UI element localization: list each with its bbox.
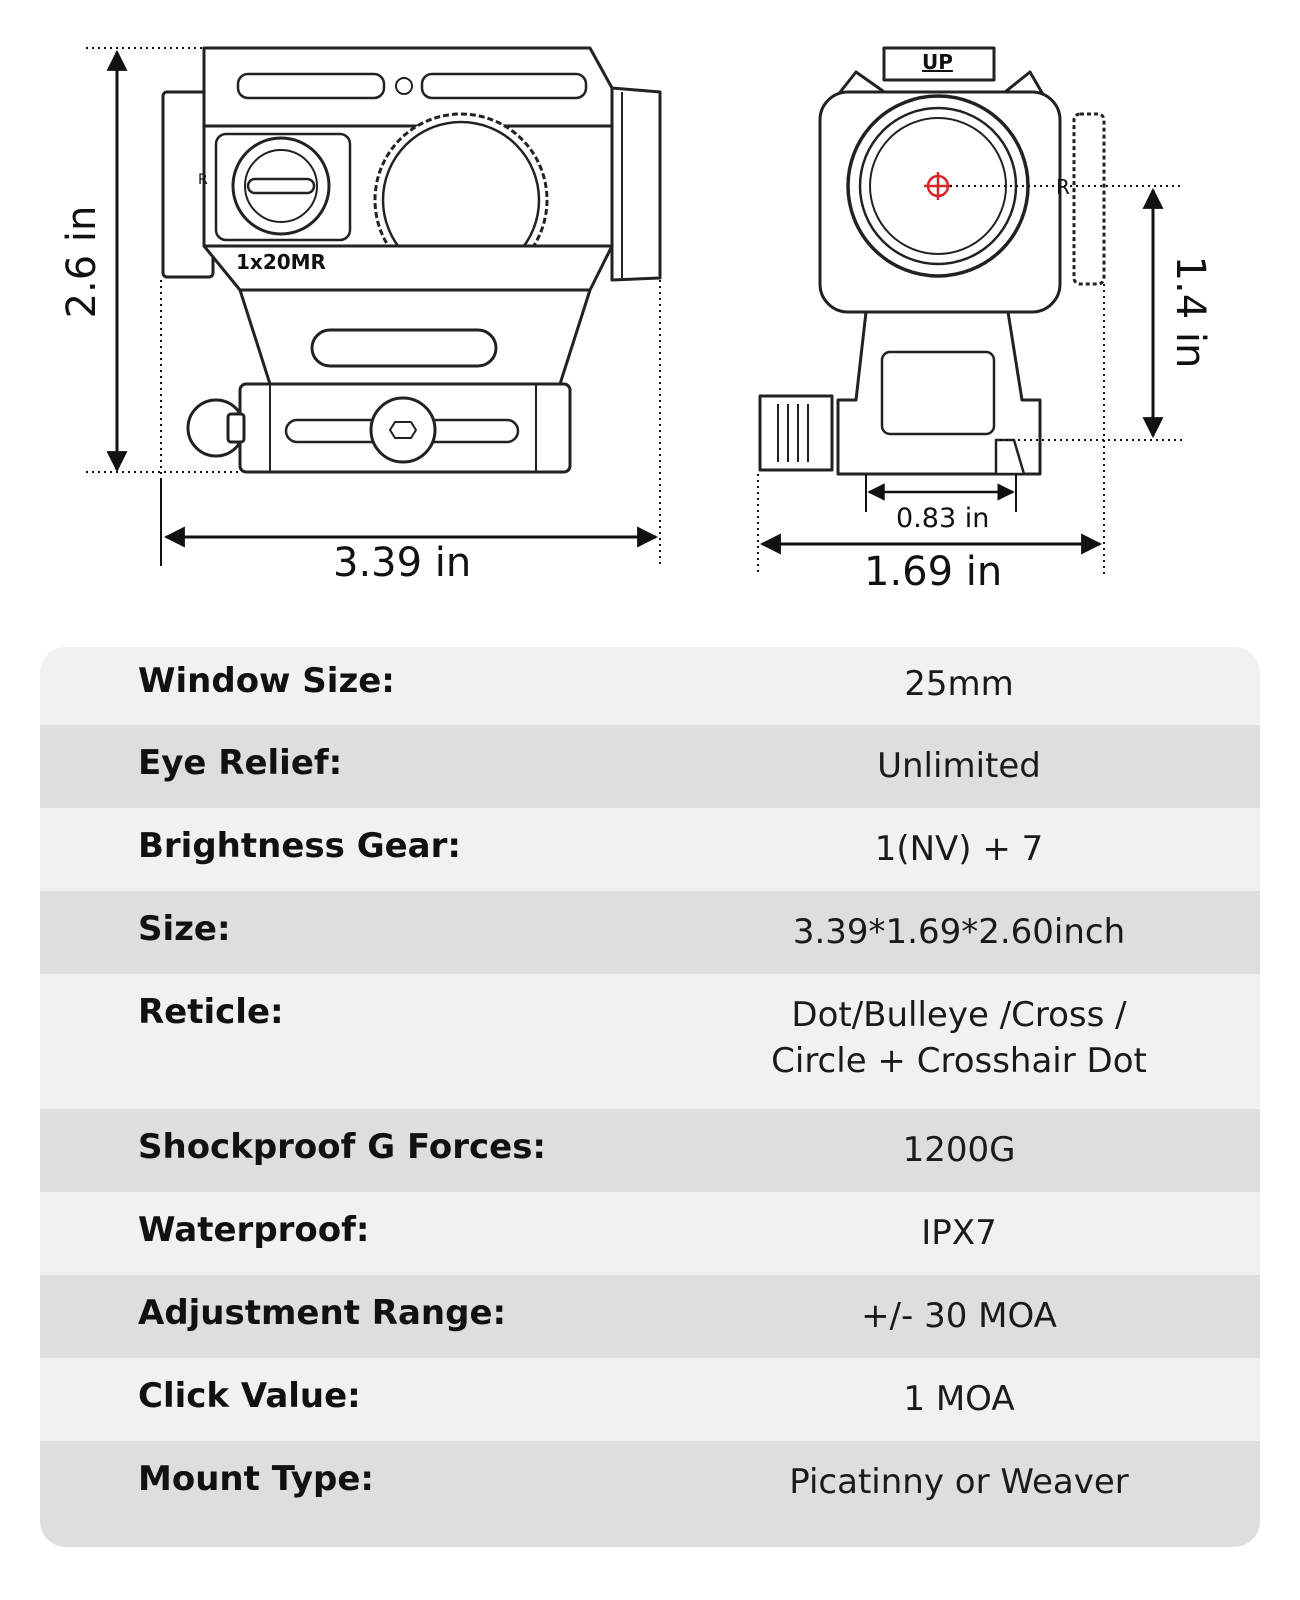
spec-label: Adjustment Range:: [138, 1293, 507, 1333]
spec-value: 1 MOA: [903, 1379, 1015, 1419]
model-label: 1x20MR: [236, 250, 326, 274]
side-height-label: 2.6 in: [59, 205, 105, 319]
spec-row-reticle: [40, 974, 1260, 1109]
spec-value-line-2: Circle + Crosshair Dot: [771, 1041, 1147, 1081]
front-width-label: 1.69 in: [864, 549, 1003, 595]
spec-value: Picatinny or Weaver: [789, 1462, 1129, 1502]
spec-label: Reticle:: [138, 992, 284, 1032]
spec-row-waterproof: [40, 1192, 1260, 1275]
spec-value: [680, 992, 1260, 1084]
side-length-label: 3.39 in: [333, 540, 472, 586]
spec-value: IPX7: [921, 1213, 997, 1253]
spec-value: Unlimited: [877, 746, 1041, 786]
spec-label: Click Value:: [138, 1376, 361, 1416]
spec-value-line-1: Dot/Bulleye /Cross /: [791, 995, 1127, 1035]
spec-value: 25mm: [904, 664, 1014, 704]
spec-row-click-value: [40, 1358, 1260, 1441]
spec-label: Shockproof G Forces:: [138, 1127, 547, 1167]
spec-label: Brightness Gear:: [138, 826, 461, 866]
spec-label: Size:: [138, 909, 231, 949]
spec-row-brightness-gear: [40, 808, 1260, 891]
spec-label: Waterproof:: [138, 1210, 370, 1250]
spec-table: [40, 647, 1260, 1547]
spec-row-mount-type: [40, 1441, 1260, 1547]
spec-value: 1200G: [902, 1130, 1016, 1170]
spec-row-shockproof: [40, 1109, 1260, 1192]
side-turret-letter: R: [198, 172, 208, 188]
dimension-drawing: [0, 0, 1300, 620]
spec-row-adjustment-range: [40, 1275, 1260, 1358]
spec-row-eye-relief: [40, 725, 1260, 808]
spec-label: Eye Relief:: [138, 743, 343, 783]
spec-value: 3.39*1.69*2.60inch: [792, 912, 1126, 952]
spec-value: +/- 30 MOA: [861, 1296, 1057, 1336]
spec-row-size: [40, 891, 1260, 974]
spec-label: Mount Type:: [138, 1459, 375, 1499]
front-view-sight: [760, 48, 1104, 474]
front-axis-height-label: 1.4 in: [1167, 255, 1213, 369]
front-turret-letter: R: [1056, 175, 1070, 199]
rail-width-label: 0.83 in: [896, 503, 990, 534]
spec-row-window-size: [40, 647, 1260, 725]
up-label: UP: [922, 50, 953, 74]
spec-value: 1(NV) + 7: [874, 829, 1044, 869]
spec-label: Window Size:: [138, 661, 395, 701]
